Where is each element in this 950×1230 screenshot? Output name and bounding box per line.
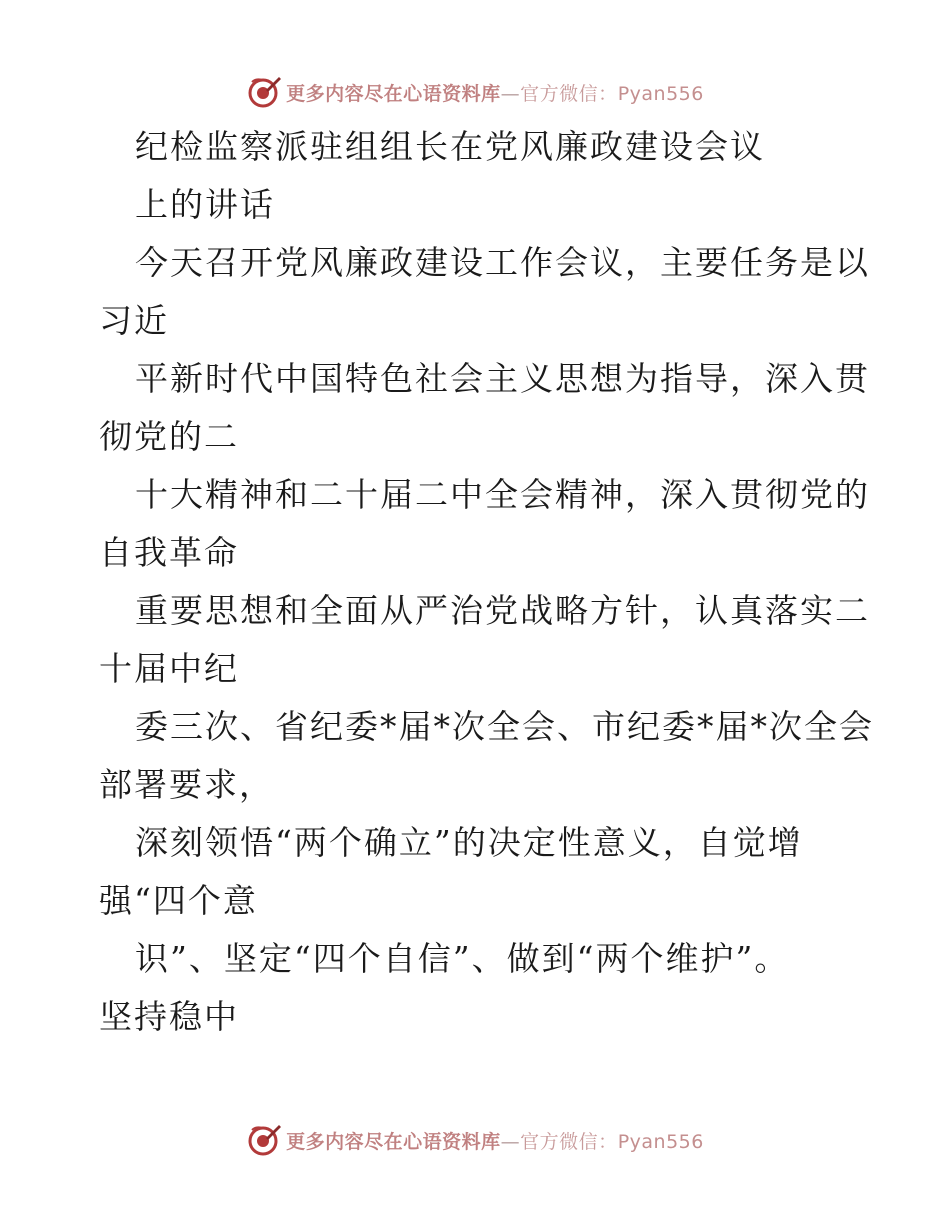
paragraph-line: 彻党的二 [99, 417, 239, 456]
document-body [99, 118, 874, 1046]
title-line-2: 上的讲话 [135, 185, 275, 224]
paragraph-line: 习近 [99, 301, 169, 340]
watermark-text: 更多内容尽在心语资料库—官方微信：Pyan556 [286, 82, 704, 105]
paragraph-line: 重要思想和全面从严治党战略方针，认真落实二 [135, 591, 870, 630]
pen-logo-icon [246, 1122, 282, 1158]
watermark-text: 更多内容尽在心语资料库—官方微信：Pyan556 [286, 1130, 704, 1153]
paragraph-line: 自我革命 [99, 533, 239, 572]
pen-logo-icon [246, 74, 282, 110]
paragraph-line: 坚持稳中 [99, 997, 239, 1036]
title-line-1: 纪检监察派驻组组长在党风廉政建设会议 [135, 127, 765, 166]
paragraph-line: 平新时代中国特色社会主义思想为指导，深入贯 [135, 359, 870, 398]
paragraph-line: 今天召开党风廉政建设工作会议，主要任务是以 [135, 243, 870, 282]
paragraph-line: 强“四个意 [99, 881, 258, 920]
paragraph-line: 委三次、省纪委*届*次全会、市纪委*届*次全会 [135, 707, 874, 746]
paragraph-line: 十届中纪 [99, 649, 239, 688]
paragraph-line: 识”、坚定“四个自信”、做到“两个维护”。 [135, 939, 790, 978]
paragraph-line: 十大精神和二十届二中全会精神，深入贯彻党的 [135, 475, 870, 514]
paragraph-line: 深刻领悟“两个确立”的决定性意义，自觉增 [135, 823, 803, 862]
paragraph-line: 部署要求， [99, 765, 274, 804]
header-watermark [0, 72, 950, 112]
footer-watermark [0, 1120, 950, 1160]
